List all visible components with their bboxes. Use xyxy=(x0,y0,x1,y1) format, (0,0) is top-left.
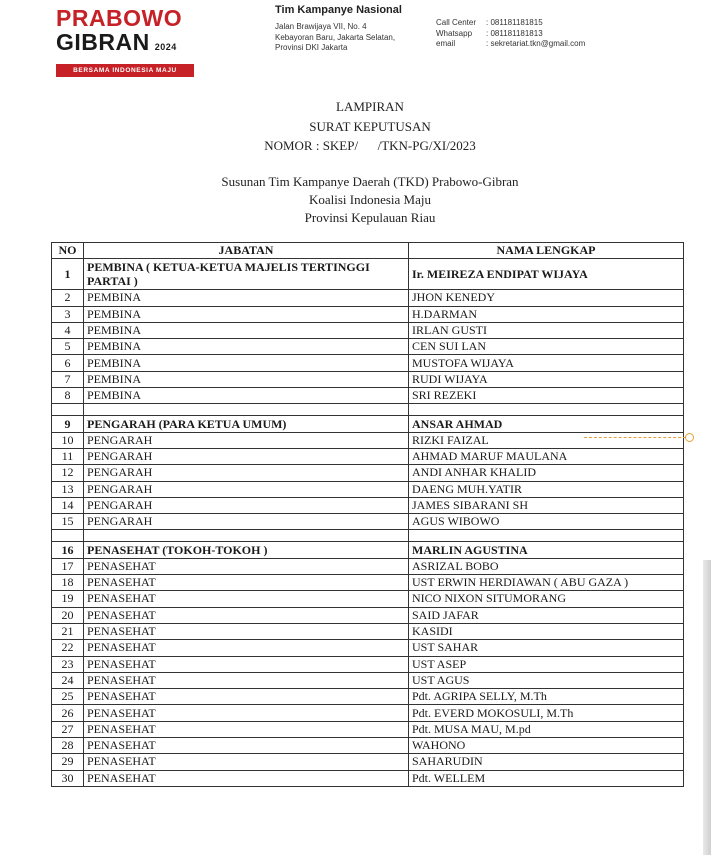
table-row xyxy=(52,575,684,591)
row-jabatan: PEMBINA xyxy=(84,388,409,404)
row-nama: JHON KENEDY xyxy=(409,290,684,306)
table-row xyxy=(52,530,684,542)
empty-cell xyxy=(52,530,84,542)
table-row xyxy=(52,497,684,513)
row-nama: AGUS WIBOWO xyxy=(409,514,684,530)
row-jabatan: PENASEHAT xyxy=(84,705,409,721)
row-no: 24 xyxy=(52,672,84,688)
table-row xyxy=(52,355,684,371)
row-jabatan: PEMBINA ( KETUA-KETUA MAJELIS TERTINGGI PARTAI ) xyxy=(84,259,409,290)
row-nama: Pdt. EVERD MOKOSULI, M.Th xyxy=(409,705,684,721)
row-jabatan: PENASEHAT xyxy=(84,672,409,688)
table-row xyxy=(52,623,684,639)
row-jabatan: PENASEHAT xyxy=(84,689,409,705)
row-nama: SAID JAFAR xyxy=(409,607,684,623)
row-jabatan: PENASEHAT xyxy=(84,558,409,574)
row-jabatan: PENASEHAT xyxy=(84,656,409,672)
row-nama: CEN SUI LAN xyxy=(409,339,684,355)
table-row xyxy=(52,689,684,705)
row-jabatan: PENGARAH xyxy=(84,432,409,448)
row-no: 28 xyxy=(52,738,84,754)
table-row xyxy=(52,656,684,672)
row-jabatan: PENGARAH xyxy=(84,448,409,464)
logo-year: 2024 xyxy=(154,42,177,52)
row-nama: UST SAHAR xyxy=(409,640,684,656)
row-nama: JAMES SIBARANI SH xyxy=(409,497,684,513)
row-no: 7 xyxy=(52,371,84,387)
header-no: NO xyxy=(52,243,84,259)
contact-row xyxy=(436,29,585,40)
contact-value: : 081181181815 xyxy=(486,18,543,27)
row-nama: Ir. MEIREZA ENDIPAT WIJAYA xyxy=(409,259,684,290)
empty-cell xyxy=(84,530,409,542)
table-row xyxy=(52,738,684,754)
row-jabatan: PENGARAH xyxy=(84,465,409,481)
row-nama: H.DARMAN xyxy=(409,306,684,322)
row-no: 26 xyxy=(52,705,84,721)
logo-tagline: BERSAMA INDONESIA MAJU xyxy=(56,64,194,77)
row-jabatan: PENASEHAT xyxy=(84,640,409,656)
row-jabatan: PENGARAH xyxy=(84,514,409,530)
table-row xyxy=(52,558,684,574)
logo-line1: PRABOWO xyxy=(56,5,183,31)
row-nama: MARLIN AGUSTINA xyxy=(409,542,684,558)
empty-cell xyxy=(84,404,409,416)
contact-value: : sekretariat.tkn@gmail.com xyxy=(486,39,586,48)
table-row xyxy=(52,591,684,607)
row-jabatan: PEMBINA xyxy=(84,355,409,371)
row-jabatan: PENASEHAT xyxy=(84,738,409,754)
empty-cell xyxy=(409,530,684,542)
row-no: 29 xyxy=(52,754,84,770)
row-no: 9 xyxy=(52,416,84,432)
row-no: 30 xyxy=(52,770,84,786)
row-jabatan: PEMBINA xyxy=(84,290,409,306)
row-jabatan: PENASEHAT xyxy=(84,623,409,639)
row-nama: AHMAD MARUF MAULANA xyxy=(409,448,684,464)
table-row xyxy=(52,465,684,481)
row-nama: Pdt. AGRIPA SELLY, M.Th xyxy=(409,689,684,705)
row-nama: DAENG MUH.YATIR xyxy=(409,481,684,497)
row-no: 27 xyxy=(52,721,84,737)
row-jabatan: PEMBINA xyxy=(84,339,409,355)
row-nama: RIZKI FAIZAL xyxy=(409,432,684,448)
table-row xyxy=(52,514,684,530)
doc-title: SURAT KEPUTUSAN xyxy=(309,119,431,134)
row-no: 10 xyxy=(52,432,84,448)
campaign-logo xyxy=(56,6,196,77)
row-no: 12 xyxy=(52,465,84,481)
row-nama: WAHONO xyxy=(409,738,684,754)
header-nama: NAMA LENGKAP xyxy=(409,243,684,259)
row-nama: UST ERWIN HERDIAWAN ( ABU GAZA ) xyxy=(409,575,684,591)
table-row xyxy=(52,705,684,721)
row-no: 22 xyxy=(52,640,84,656)
row-nama: SAHARUDIN xyxy=(409,754,684,770)
row-no: 17 xyxy=(52,558,84,574)
empty-cell xyxy=(409,404,684,416)
table-row xyxy=(52,754,684,770)
row-no: 4 xyxy=(52,322,84,338)
row-no: 3 xyxy=(52,306,84,322)
row-jabatan: PEMBINA xyxy=(84,371,409,387)
row-no: 20 xyxy=(52,607,84,623)
row-jabatan: PENGARAH xyxy=(84,481,409,497)
contact-label: email xyxy=(436,39,456,48)
row-nama: IRLAN GUSTI xyxy=(409,322,684,338)
table-row xyxy=(52,432,684,448)
row-nama: RUDI WIJAYA xyxy=(409,371,684,387)
table-row xyxy=(52,640,684,656)
empty-cell xyxy=(52,404,84,416)
row-jabatan: PENASEHAT xyxy=(84,721,409,737)
row-nama: KASIDI xyxy=(409,623,684,639)
table-row xyxy=(52,404,684,416)
letterhead-org xyxy=(275,4,402,54)
row-nama: NICO NIXON SITUMORANG xyxy=(409,591,684,607)
page-edge-shadow xyxy=(703,560,711,855)
table-row xyxy=(52,306,684,322)
contact-row xyxy=(436,39,585,50)
row-jabatan: PENASEHAT xyxy=(84,607,409,623)
row-nama: UST AGUS xyxy=(409,672,684,688)
row-no: 18 xyxy=(52,575,84,591)
row-nama: Pdt. MUSA MAU, M.pd xyxy=(409,721,684,737)
row-nama: MUSTOFA WIJAYA xyxy=(409,355,684,371)
row-jabatan: PENASEHAT xyxy=(84,591,409,607)
table-row xyxy=(52,770,684,786)
row-jabatan: PEMBINA xyxy=(84,306,409,322)
doc-subtitle: Susunan Tim Kampanye Daerah (TKD) Prabowo-Gibran xyxy=(221,174,519,189)
row-no: 15 xyxy=(52,514,84,530)
row-jabatan: PEMBINA xyxy=(84,322,409,338)
row-no: 5 xyxy=(52,339,84,355)
org-name: Tim Kampanye Nasional xyxy=(275,4,402,16)
contact-value: : 081181181813 xyxy=(486,28,543,38)
table-row xyxy=(52,416,684,432)
row-nama: UST ASEP xyxy=(409,656,684,672)
header-jabatan: JABATAN xyxy=(84,243,409,259)
row-no: 1 xyxy=(52,259,84,290)
row-nama: ANSAR AHMAD xyxy=(409,416,684,432)
table-row xyxy=(52,607,684,623)
doc-title: LAMPIRAN xyxy=(336,99,404,114)
row-nama: ASRIZAL BOBO xyxy=(409,558,684,574)
row-jabatan: PENASEHAT xyxy=(84,770,409,786)
table-row xyxy=(52,542,684,558)
row-no: 6 xyxy=(52,355,84,371)
row-no: 2 xyxy=(52,290,84,306)
row-nama: SRI REZEKI xyxy=(409,388,684,404)
table-row xyxy=(52,259,684,290)
row-jabatan: PENGARAH xyxy=(84,497,409,513)
table-row xyxy=(52,481,684,497)
row-no: 19 xyxy=(52,591,84,607)
address-line: Provinsi DKI Jakarta xyxy=(275,43,348,52)
table-row xyxy=(52,339,684,355)
address-line: Kebayoran Baru, Jakarta Selatan, xyxy=(275,32,396,42)
table-row xyxy=(52,371,684,387)
table-header-row xyxy=(52,243,684,259)
row-no: 25 xyxy=(52,689,84,705)
row-no: 8 xyxy=(52,388,84,404)
table-row xyxy=(52,721,684,737)
table-row xyxy=(52,322,684,338)
row-jabatan: PENGARAH (PARA KETUA UMUM) xyxy=(84,416,409,432)
table-row xyxy=(52,388,684,404)
row-no: 13 xyxy=(52,481,84,497)
logo-line2-wrap xyxy=(56,30,196,59)
row-nama: Pdt. WELLEM xyxy=(409,770,684,786)
doc-subtitle: Provinsi Kepulauan Riau xyxy=(304,210,436,225)
row-no: 16 xyxy=(52,542,84,558)
contact-row xyxy=(436,18,585,29)
address-line: Jalan Brawijaya VII, No. 4 xyxy=(275,22,367,31)
dashed-guide-line xyxy=(584,437,686,438)
row-jabatan: PENASEHAT xyxy=(84,754,409,770)
letterhead-contacts xyxy=(436,18,585,50)
table-row xyxy=(52,290,684,306)
table-row xyxy=(52,672,684,688)
row-jabatan: PENASEHAT (TOKOH-TOKOH ) xyxy=(84,542,409,558)
doc-subtitle: Koalisi Indonesia Maju xyxy=(308,192,432,207)
row-jabatan: PENASEHAT xyxy=(84,575,409,591)
logo-line2: GIBRAN xyxy=(56,29,150,55)
row-no: 21 xyxy=(52,623,84,639)
guide-handle-icon xyxy=(685,433,694,442)
row-no: 11 xyxy=(52,448,84,464)
row-no: 23 xyxy=(52,656,84,672)
doc-number: NOMOR : SKEP/ /TKN-PG/XI/2023 xyxy=(264,138,476,153)
table-row xyxy=(52,448,684,464)
contact-label: Call Center xyxy=(436,18,477,27)
row-no: 14 xyxy=(52,497,84,513)
contact-label: Whatsapp xyxy=(436,28,473,38)
members-table xyxy=(51,242,684,787)
row-nama: ANDI ANHAR KHALID xyxy=(409,465,684,481)
